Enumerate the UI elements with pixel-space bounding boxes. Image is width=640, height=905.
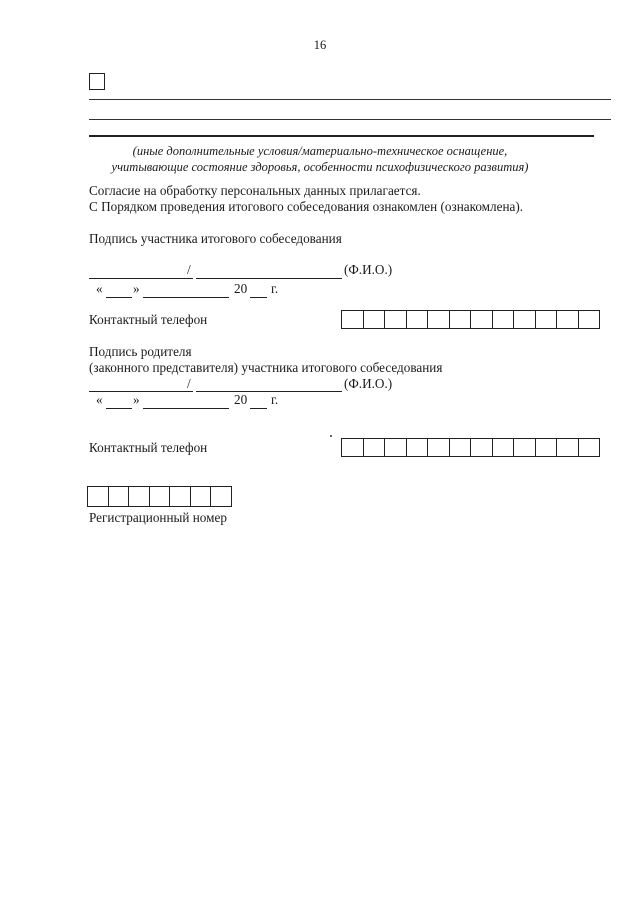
registration-digit-cell[interactable]: [191, 487, 212, 506]
phone-digit-cell[interactable]: [364, 439, 386, 456]
parent-signature-label-line-2: (законного представителя) участника итогового собеседования: [89, 360, 443, 375]
phone-digit-cell[interactable]: [385, 439, 407, 456]
phone-digit-cell[interactable]: [536, 439, 558, 456]
phone-digit-cell[interactable]: [407, 311, 429, 328]
phone-digit-cell[interactable]: [471, 311, 493, 328]
phone-digit-cell[interactable]: [450, 311, 472, 328]
condition-line-1[interactable]: [89, 99, 611, 100]
phone-digit-cell[interactable]: [407, 439, 429, 456]
phone-digit-cell[interactable]: [557, 311, 579, 328]
participant-month-line[interactable]: [143, 283, 229, 298]
participant-slash: /: [187, 262, 191, 277]
registration-digit-cell[interactable]: [88, 487, 109, 506]
conditions-note-line-1: (иные дополнительные условия/материально-техническое оснащение,: [132, 144, 508, 158]
parent-signature-label-line-1: Подпись родителя: [89, 344, 192, 359]
participant-year-suffix: г.: [271, 281, 279, 296]
phone-digit-cell[interactable]: [450, 439, 472, 456]
consent-procedure: С Порядком проведения итогового собеседования ознакомлен (ознакомлена).: [89, 199, 524, 214]
registration-digit-cell[interactable]: [170, 487, 191, 506]
phone-digit-cell[interactable]: [385, 311, 407, 328]
parent-date-open: «: [96, 392, 103, 407]
phone-digit-cell[interactable]: [342, 311, 364, 328]
scan-speck: [330, 435, 332, 437]
phone-digit-cell[interactable]: [342, 439, 364, 456]
condition-checkbox[interactable]: [89, 73, 105, 90]
participant-year-prefix: 20: [234, 281, 248, 296]
participant-day-line[interactable]: [106, 283, 132, 298]
participant-phone-label: Контактный телефон: [89, 312, 208, 327]
participant-date-close: »: [133, 281, 140, 296]
parent-phone-label: Контактный телефон: [89, 440, 208, 455]
page-number: 16: [313, 38, 327, 52]
phone-digit-cell[interactable]: [428, 439, 450, 456]
phone-digit-cell[interactable]: [493, 439, 515, 456]
condition-line-2[interactable]: [89, 119, 611, 120]
phone-digit-cell[interactable]: [471, 439, 493, 456]
conditions-note-line-2: учитывающие состояние здоровья, особенности психофизического развития): [111, 160, 529, 174]
phone-digit-cell[interactable]: [364, 311, 386, 328]
parent-month-line[interactable]: [143, 394, 229, 409]
registration-digit-cell[interactable]: [150, 487, 171, 506]
registration-digit-cell[interactable]: [129, 487, 150, 506]
participant-signature-label: Подпись участника итогового собеседования: [89, 231, 342, 246]
phone-digit-cell[interactable]: [428, 311, 450, 328]
parent-fio-line[interactable]: [196, 377, 342, 392]
parent-year-prefix: 20: [234, 392, 248, 407]
participant-fio-line[interactable]: [196, 264, 342, 279]
phone-digit-cell[interactable]: [493, 311, 515, 328]
registration-number-cells[interactable]: [87, 486, 232, 507]
phone-digit-cell[interactable]: [536, 311, 558, 328]
registration-digit-cell[interactable]: [211, 487, 231, 506]
participant-date-open: «: [96, 281, 103, 296]
parent-date-close: »: [133, 392, 140, 407]
registration-number-label: Регистрационный номер: [89, 510, 227, 525]
phone-digit-cell[interactable]: [579, 439, 600, 456]
parent-year-line[interactable]: [250, 394, 267, 409]
parent-fio-label: (Ф.И.О.): [344, 376, 393, 391]
condition-line-3[interactable]: [89, 135, 594, 137]
registration-digit-cell[interactable]: [109, 487, 130, 506]
parent-phone-cells[interactable]: [341, 438, 600, 457]
parent-slash: /: [187, 376, 191, 391]
phone-digit-cell[interactable]: [557, 439, 579, 456]
consent-personal-data: Согласие на обработку персональных данных прилагается.: [89, 183, 421, 198]
participant-signature-line[interactable]: [89, 264, 193, 279]
phone-digit-cell[interactable]: [514, 439, 536, 456]
participant-phone-cells[interactable]: [341, 310, 600, 329]
parent-year-suffix: г.: [271, 392, 279, 407]
participant-year-line[interactable]: [250, 283, 267, 298]
parent-day-line[interactable]: [106, 394, 132, 409]
parent-signature-line[interactable]: [89, 377, 193, 392]
participant-fio-label: (Ф.И.О.): [344, 262, 393, 277]
phone-digit-cell[interactable]: [579, 311, 600, 328]
phone-digit-cell[interactable]: [514, 311, 536, 328]
